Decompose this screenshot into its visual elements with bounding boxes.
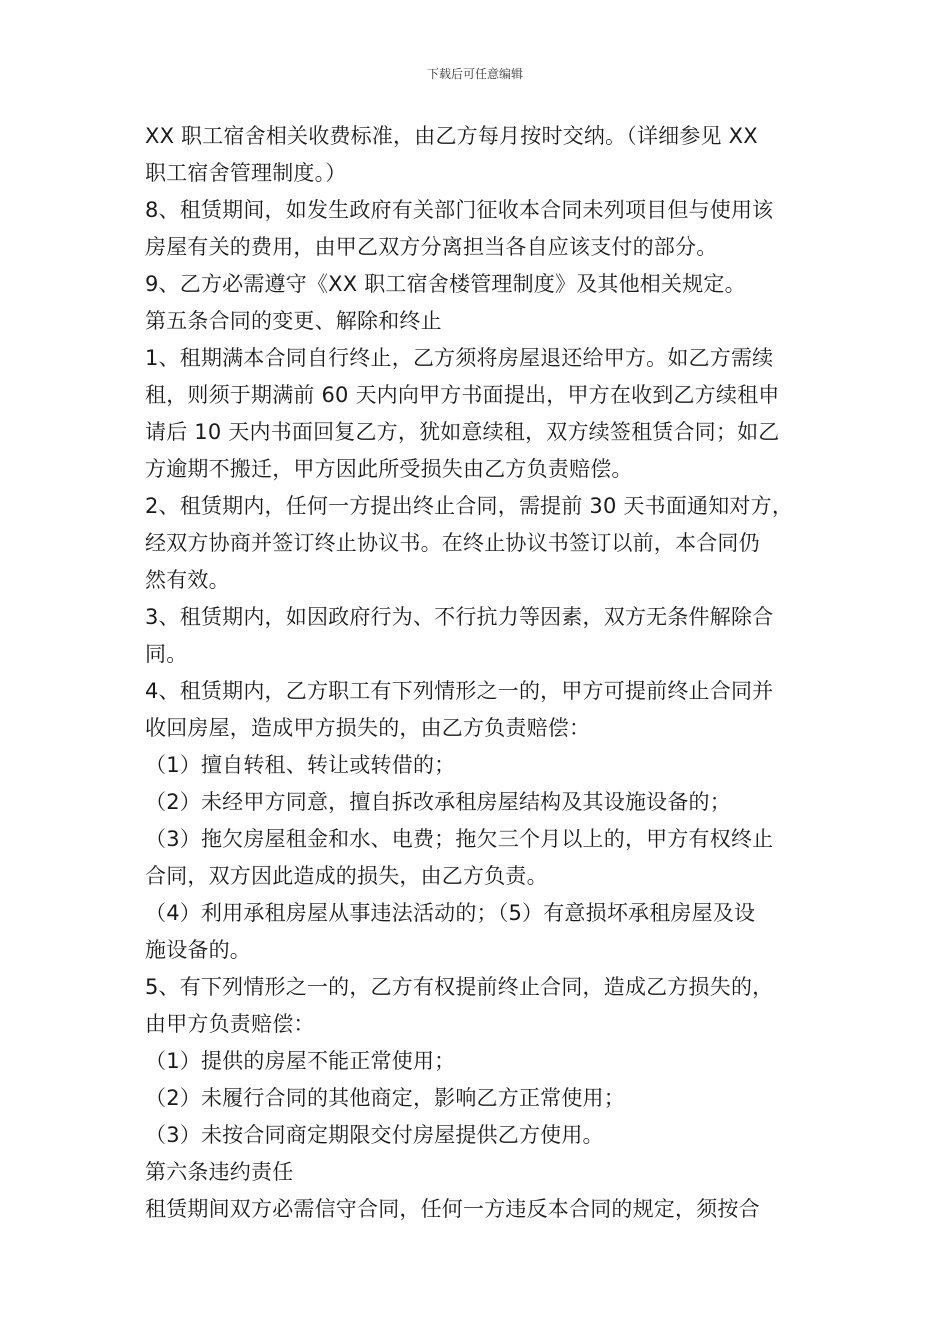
text-line: 8、租赁期间，如发生政府有关部门征收本合同未列项目但与使用该 [145, 198, 774, 222]
text-line: 租，则须于期满前 60 天内向甲方书面提出，甲方在收到乙方续租申 [145, 383, 780, 407]
text-line: 3、租赁期内，如因政府行为、不行抗力等因素，双方无条件解除合 [145, 605, 774, 629]
text-line: 合同，双方因此造成的损失，由乙方负责。 [145, 864, 548, 888]
text-line: 2、租赁期内，任何一方提出终止合同，需提前 30 天书面通知对方， [145, 494, 794, 518]
text-line: 请后 10 天内书面回复乙方，犹如意续租，双方续签租赁合同；如乙 [145, 420, 780, 444]
text-line: 由甲方负责赔偿： [145, 1012, 315, 1036]
text-line: XX 职工宿舍相关收费标准，由乙方每月按时交纳。（详细参见 XX [145, 124, 758, 148]
list-item: （3）拖欠房屋租金和水、电费；拖欠三个月以上的，甲方有权终止 [145, 827, 774, 851]
text-line: 同。 [145, 642, 188, 666]
text-line: 1、租期满本合同自行终止，乙方须将房屋退还给甲方。如乙方需续 [145, 346, 774, 370]
list-item: （3）未按合同商定期限交付房屋提供乙方使用。 [145, 1123, 604, 1147]
text-line: 5、有下列情形之一的，乙方有权提前终止合同，造成乙方损失的， [145, 975, 774, 999]
text-line: 9、乙方必需遵守《XX 职工宿舍楼管理制度》及其他相关规定。 [145, 272, 746, 296]
document-body [145, 118, 813, 1228]
list-item: （4）利用承租房屋从事违法活动的；（5）有意损坏承租房屋及设 [145, 901, 756, 925]
list-item: （2）未经甲方同意，擅自拆改承租房屋结构及其设施设备的； [145, 790, 731, 814]
section-heading: 第五条合同的变更、解除和终止 [145, 309, 442, 333]
section-heading: 第六条违约责任 [145, 1160, 294, 1184]
page-header: 下载后可任意编辑 [426, 67, 523, 81]
text-line: 施设备的。 [145, 938, 251, 962]
list-item: （1）提供的房屋不能正常使用； [145, 1049, 456, 1073]
text-line: 然有效。 [145, 568, 230, 592]
text-line: 职工宿舍管理制度。） [145, 161, 347, 185]
text-line: 租赁期间双方必需信守合同，任何一方违反本合同的规定，须按合 [145, 1197, 760, 1221]
list-item: （1）擅自转租、转让或转借的； [145, 753, 456, 777]
list-item: （2）未履行合同的其他商定，影响乙方正常使用； [145, 1086, 625, 1110]
text-line: 收回房屋，造成甲方损失的，由乙方负责赔偿： [145, 716, 591, 740]
text-line: 4、租赁期内，乙方职工有下列情形之一的，甲方可提前终止合同并 [145, 679, 774, 703]
text-line: 方逾期不搬迁，甲方因此所受损失由乙方负责赔偿。 [145, 457, 633, 481]
text-line: 房屋有关的费用，由甲乙双方分离担当各自应该支付的部分。 [145, 235, 718, 259]
text-line: 经双方协商并签订终止协议书。在终止协议书签订以前，本合同仍 [145, 531, 760, 555]
